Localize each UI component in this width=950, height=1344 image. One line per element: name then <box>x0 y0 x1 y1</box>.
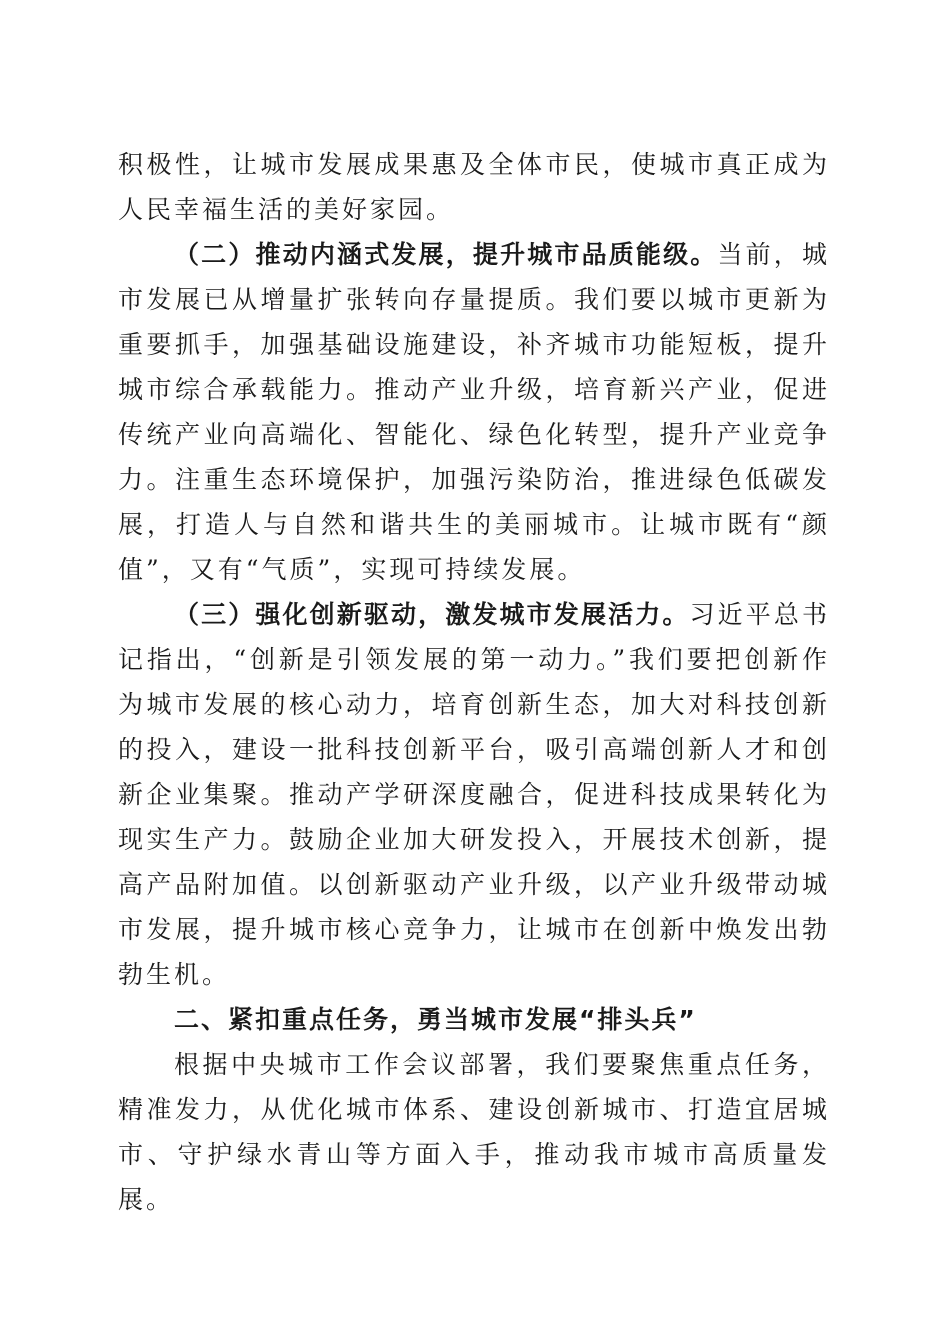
paragraph-section-3 <box>118 592 830 997</box>
paragraph-text: 习近平总书记指出，“创新是引领发展的第一动力。”我们要把创新作为城市发展的核心动力，培育创新生态，加大对科技创新的投入，建设一批科技创新平台，吸引高端创新人才和创新企业集聚。推动产学研深度融合，促进科技成果转化为现实生产力。鼓励企业加大研发投入，开展技术创新，提高产品附加值。以创新驱动产业升级，以产业升级带动城市发展，提升城市核心竞争力，让城市在创新中焕发出勃勃生机。 <box>118 600 830 989</box>
document-body <box>118 142 830 1222</box>
paragraph-lead: （三）强化创新驱动，激发城市发展活力。 <box>174 600 690 629</box>
paragraph-lead: （二）推动内涵式发展，提升城市品质能级。 <box>174 240 718 269</box>
paragraph-text: 当前，城市发展已从增量扩张转向存量提质。我们要以城市更新为重要抓手，加强基础设施建设，补齐城市功能短板，提升城市综合承载能力。推动产业升级，培育新兴产业，促进传统产业向高端化、智能化、绿色化转型，提升产业竞争力。注重生态环境保护，加强污染防治，推进绿色低碳发展，打造人与自然和谐共生的美丽城市。让城市既有“颜值”，又有“气质”，实现可持续发展。 <box>118 240 830 584</box>
section-heading: 二、紧扣重点任务，勇当城市发展“排头兵” <box>174 1005 697 1034</box>
paragraph-continuation <box>118 142 830 232</box>
paragraph-text: 积极性，让城市发展成果惠及全体市民，使城市真正成为人民幸福生活的美好家园。 <box>118 150 830 224</box>
paragraph-closing: 根据中央城市工作会议部署，我们要聚焦重点任务，精准发力，从优化城市体系、建设创新城市、打造宜居城市、守护绿水青山等方面入手，推动我市城市高质量发展。 <box>118 1050 830 1214</box>
paragraph-section-2 <box>118 232 830 592</box>
